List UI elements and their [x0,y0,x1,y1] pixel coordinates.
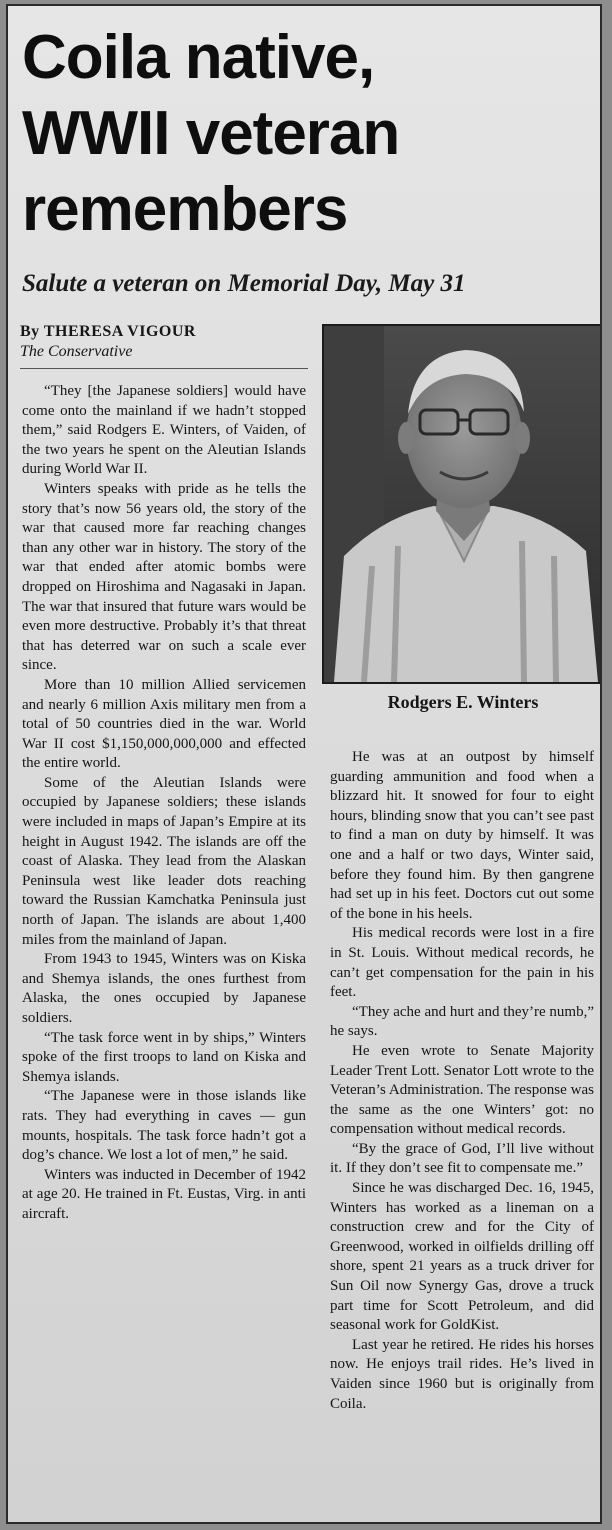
portrait-illustration [324,326,602,682]
byline: By THERESA VIGOUR [20,323,196,340]
paragraph: Since he was discharged Dec. 16, 1945, Winters has worked as a lineman on a construction crew and for the City of Greenwood, worked in oilfields drilling off shore, spent 21 years as a truck driver for Sun Oil now Synergy Gas, drove a truck part time for Scott Petroleum, and did seasonal work for GoldKist. [330,1180,594,1334]
headline-line: Coila native, [22,23,375,92]
portrait-photo [322,324,602,684]
article-column-right [330,748,594,1414]
headline [22,20,592,248]
article-column-left [22,382,306,1225]
paragraph: He was at an outpost by himself guarding ammunition and food when a blizzard hit. It snowed for four to eight hours, blinding snow that you can’t see past to find a man on duty by himself. It was one and a half or two days, Winter said, before they found him. By then gangrene had set up in his feet. Doctors cut out some of the bone in his heels. [330,749,594,922]
paragraph: “The Japanese were in those islands like rats. They had everything in caves — gun mounts, hospitals. The task force hadn’t got a dog’s chance. We lost a lot of men,” he said. [22,1088,306,1164]
headline-line: WWII veteran [22,99,400,168]
paragraph: More than 10 million Allied servicemen and nearly 6 million Axis military men from a total of 50 countries died in the war. World War II cost $1,150,000,000,000 and effected the entire world. [22,676,306,772]
paragraph: “They ache and hurt and they’re numb,” he says. [330,1003,594,1040]
paragraph: From 1943 to 1945, Winters was on Kiska and Shemya islands, the ones furthest from Alaska, the ones occupied by Japanese soldiers. [22,951,306,1026]
paragraph: Winters speaks with pride as he tells the story that’s now 56 years old, the story of the war that caused more far reaching changes than any other war in history. The story of the war that ended after atomic bombs were dropped on Hiroshima and Nagasaki in Japan. The war that insured that future wars would be even more destructive. Probably it’s that threat that has deterred war on such a scale ever since. [22,480,306,674]
paragraph: “The task force went in by ships,” Winters spoke of the first troops to land on Kiska and Shemya islands. [22,1029,306,1085]
paragraph: Some of the Aleutian Islands were occupied by Japanese soldiers; these islands were included in maps of Japan’s Empire at its height in August 1942. The islands are off the coast of Alaska. They lead from the Alaskan Peninsula west like leader dots reaching toward the Russian Kamchatka Peninsula just north of Japan. The islands are about 1,400 miles from the mainland of Japan. [22,774,306,948]
divider [20,368,308,369]
paragraph: Last year he retired. He rides his horses now. He enjoys trail rides. He’s lived in Vaiden since 1960 but is originally from Coila. [330,1336,594,1412]
paragraph: Winters was inducted in December of 1942 at age 20. He trained in Ft. Eustas, Virg. in anti aircraft. [22,1166,306,1222]
photo-caption: Rodgers E. Winters [387,692,539,712]
headline-line: remembers [22,175,348,244]
subheadline: Salute a veteran on Memorial Day, May 31 [22,270,466,297]
paragraph: “By the grace of God, I’ll live without it. If they don’t see fit to compensate me.” [330,1140,594,1177]
paragraph: His medical records were lost in a fire in St. Louis. Without medical records, he can’t get compensation for the pain in his feet. [330,925,594,1001]
publication-name: The Conservative [20,343,133,360]
newspaper-clipping [6,4,602,1524]
paragraph: “They [the Japanese soldiers] would have come onto the mainland if we hadn’t stopped them,” said Rodgers E. Winters, of Vaiden, of the two years he spent on the Aleutian Islands during World War II. [22,383,306,478]
byline-block [20,322,310,362]
paragraph: He even wrote to Senate Majority Leader Trent Lott. Senator Lott wrote to the Veteran’s Administration. The response was the same as the one Winters’ got: no compensation without medical records. [330,1042,594,1138]
